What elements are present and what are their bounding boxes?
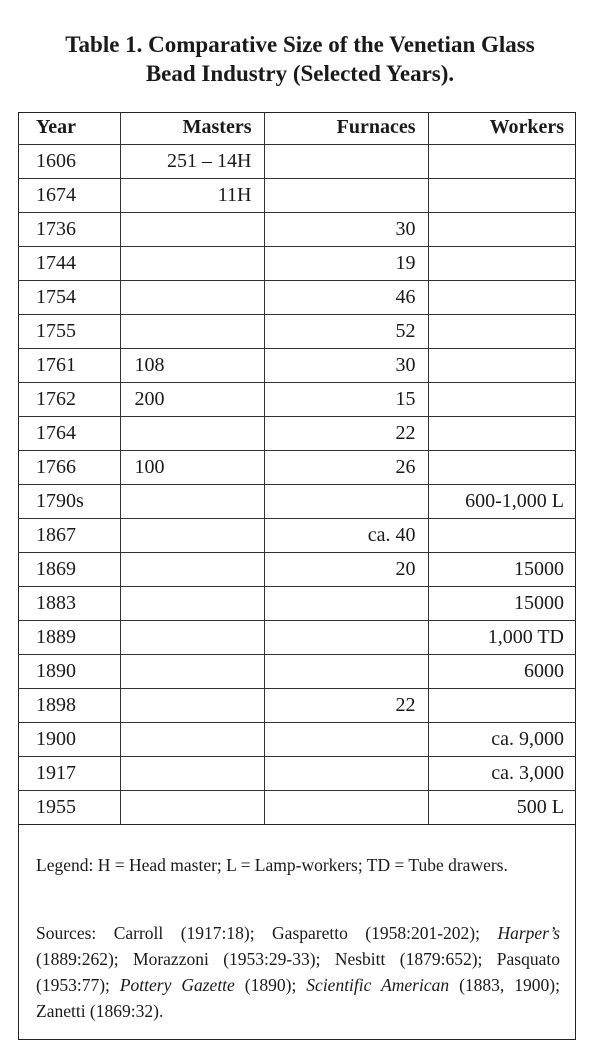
cell-year: 1764 [18, 416, 120, 450]
cell-masters [120, 620, 264, 654]
header-furnaces: Furnaces [264, 112, 428, 144]
cell-year: 1955 [18, 790, 120, 824]
table-row [18, 722, 576, 756]
cell-furnaces [264, 484, 428, 518]
cell-furnaces [264, 790, 428, 824]
cell-workers [428, 688, 576, 722]
cell-workers [428, 280, 576, 314]
cell-masters: 251 – 14H [120, 144, 264, 178]
cell-year: 1900 [18, 722, 120, 756]
cell-year: 1867 [18, 518, 120, 552]
cell-furnaces [264, 620, 428, 654]
table-row [18, 416, 576, 450]
cell-furnaces: 22 [264, 688, 428, 722]
cell-furnaces: 46 [264, 280, 428, 314]
title-line-2: Bead Industry (Selected Years). [145, 61, 455, 86]
cell-workers: 500 L [428, 790, 576, 824]
table-row [18, 790, 576, 824]
cell-workers [428, 382, 576, 416]
cell-workers [428, 144, 576, 178]
cell-furnaces: 30 [264, 348, 428, 382]
cell-year: 1674 [18, 178, 120, 212]
table-row [18, 246, 576, 280]
cell-workers [428, 450, 576, 484]
cell-workers: 600-1,000 L [428, 484, 576, 518]
table-sources [36, 920, 560, 1024]
cell-masters [120, 586, 264, 620]
table-row [18, 586, 576, 620]
cell-workers [428, 212, 576, 246]
sources-pottery-gazette: Pottery Gazette [119, 975, 235, 995]
cell-year: 1790s [18, 484, 120, 518]
cell-workers [428, 314, 576, 348]
cell-masters [120, 654, 264, 688]
table-row [18, 620, 576, 654]
cell-year: 1736 [18, 212, 120, 246]
sources-text-3: (1890); [234, 975, 307, 995]
cell-masters: 108 [120, 348, 264, 382]
cell-masters: 100 [120, 450, 264, 484]
cell-masters [120, 552, 264, 586]
cell-year: 1766 [18, 450, 120, 484]
table-row [18, 178, 576, 212]
cell-year: 1762 [18, 382, 120, 416]
cell-furnaces: 30 [264, 212, 428, 246]
header-workers: Workers [428, 112, 576, 144]
cell-workers: 1,000 TD [428, 620, 576, 654]
cell-year: 1890 [18, 654, 120, 688]
table-row [18, 552, 576, 586]
table-row [18, 144, 576, 178]
cell-masters [120, 246, 264, 280]
table-legend: Legend: H = Head master; L = Lamp-workers; TD = Tube drawers. [36, 855, 508, 875]
cell-furnaces [264, 756, 428, 790]
cell-workers [428, 178, 576, 212]
cell-furnaces: 52 [264, 314, 428, 348]
cell-year: 1889 [18, 620, 120, 654]
cell-furnaces: 20 [264, 552, 428, 586]
cell-masters [120, 484, 264, 518]
cell-workers [428, 348, 576, 382]
cell-furnaces: 26 [264, 450, 428, 484]
table-row [18, 348, 576, 382]
cell-masters [120, 518, 264, 552]
table-row [18, 382, 576, 416]
cell-furnaces [264, 722, 428, 756]
header-masters: Masters [120, 112, 264, 144]
sources-harpers: Harper’s [497, 923, 561, 943]
title-line-1: Table 1. Comparative Size of the Venetian Glass [65, 32, 535, 57]
cell-workers [428, 416, 576, 450]
cell-year: 1755 [18, 314, 120, 348]
cell-masters [120, 688, 264, 722]
cell-furnaces: 22 [264, 416, 428, 450]
cell-furnaces [264, 144, 428, 178]
sources-text-4: (1883, 1900); Zanetti (1869:32). [36, 975, 560, 1021]
cell-workers: ca. 3,000 [428, 756, 576, 790]
cell-workers [428, 518, 576, 552]
cell-furnaces [264, 178, 428, 212]
cell-workers: 15000 [428, 552, 576, 586]
cell-workers [428, 246, 576, 280]
cell-masters: 200 [120, 382, 264, 416]
cell-furnaces: 19 [264, 246, 428, 280]
table-row [18, 314, 576, 348]
cell-workers: ca. 9,000 [428, 722, 576, 756]
header-year: Year [36, 116, 76, 139]
cell-masters [120, 790, 264, 824]
cell-year: 1761 [18, 348, 120, 382]
cell-masters [120, 756, 264, 790]
data-table [18, 112, 576, 825]
cell-year: 1744 [18, 246, 120, 280]
cell-year: 1917 [18, 756, 120, 790]
table-row [18, 484, 576, 518]
cell-masters [120, 212, 264, 246]
table-row [18, 450, 576, 484]
cell-workers: 6000 [428, 654, 576, 688]
cell-year: 1869 [18, 552, 120, 586]
cell-masters: 11H [120, 178, 264, 212]
cell-furnaces: 15 [264, 382, 428, 416]
table-row [18, 518, 576, 552]
cell-workers: 15000 [428, 586, 576, 620]
sources-text-1: Sources: Carroll (1917:18); Gasparetto (1958:201-202); [36, 923, 480, 943]
table-row [18, 654, 576, 688]
cell-year: 1883 [18, 586, 120, 620]
table-row [18, 280, 576, 314]
table-row [18, 212, 576, 246]
header-row [18, 112, 576, 144]
cell-masters [120, 722, 264, 756]
cell-year: 1606 [18, 144, 120, 178]
cell-masters [120, 416, 264, 450]
cell-furnaces [264, 586, 428, 620]
cell-furnaces [264, 654, 428, 688]
cell-masters [120, 314, 264, 348]
cell-year: 1754 [18, 280, 120, 314]
sources-scientific-american: Scientific American [306, 975, 450, 995]
table-row [18, 756, 576, 790]
table-title [0, 30, 600, 88]
cell-year: 1898 [18, 688, 120, 722]
sources-text-2: (1889:262); Morazzoni (1953:29-33); Nesbitt (1879:652); Pasquato (1953:77); [36, 949, 560, 995]
cell-furnaces: ca. 40 [264, 518, 428, 552]
cell-masters [120, 280, 264, 314]
table-row [18, 688, 576, 722]
